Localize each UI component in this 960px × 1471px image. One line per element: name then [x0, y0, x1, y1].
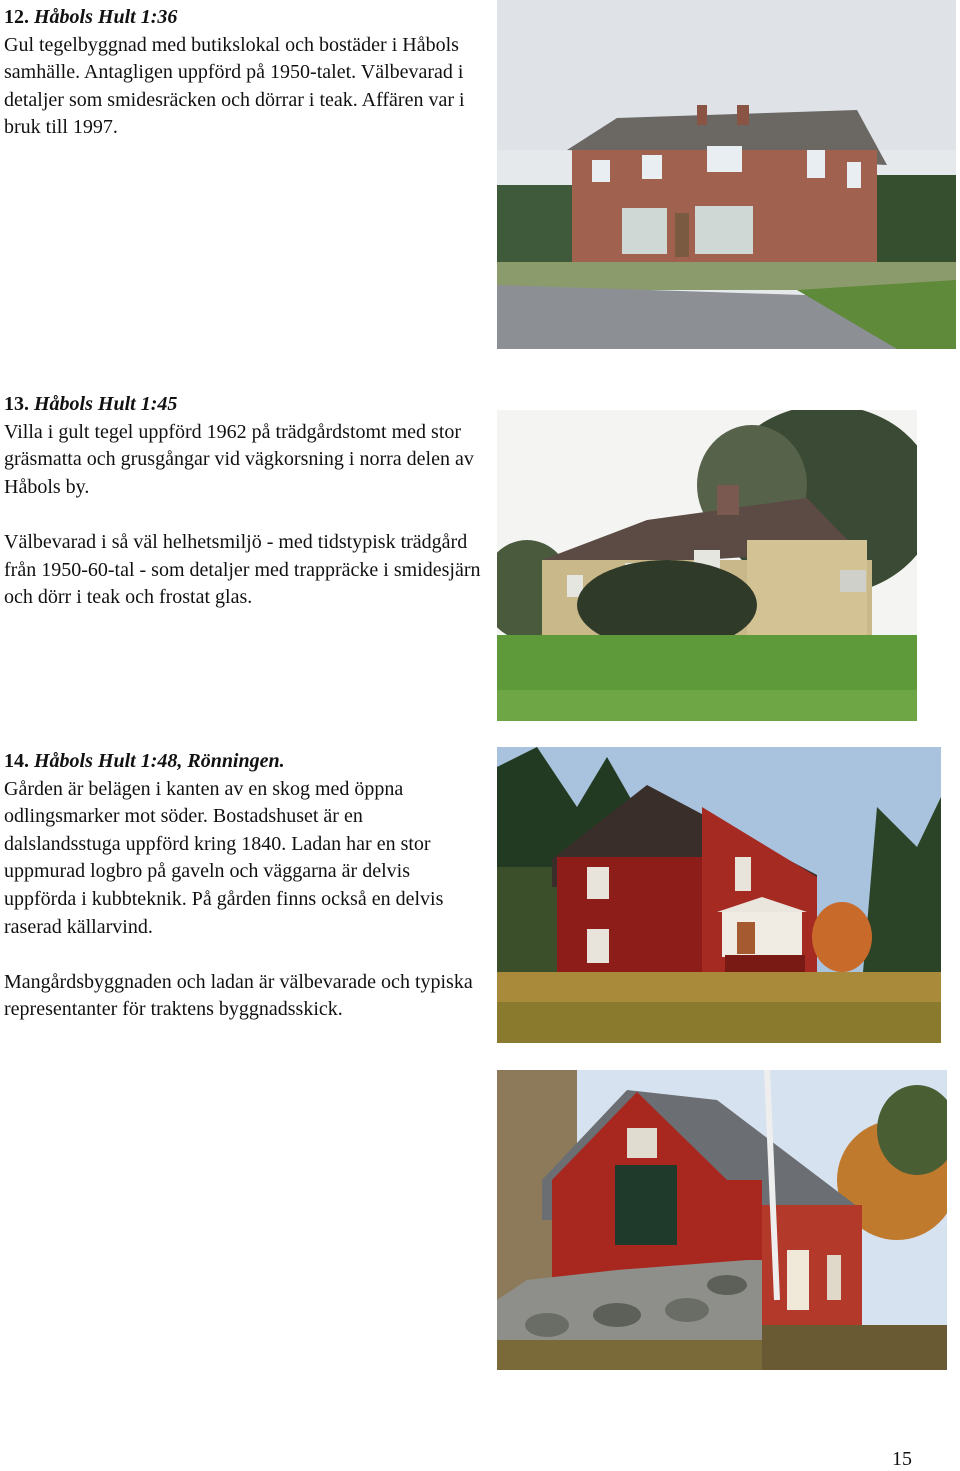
page-number: 15: [892, 1448, 912, 1470]
entry-heading: [4, 748, 484, 776]
entry-paragraph: Gården är belägen i kanten av en skog med öppna odlingsmarker mot söder. Bostadshuset är en dalslandsstuga uppförd kring 1840. Ladan har en stor uppmurad logbro på gaveln och väggarna är delvis uppförda i kubbteknik. På gården finns också en delvis raserad källarvind.: [4, 777, 444, 938]
entry-14: [4, 748, 484, 1024]
entry-number: 13.: [4, 393, 29, 415]
entry-number: 12.: [4, 6, 29, 28]
photo-yellow-brick-villa: [497, 410, 917, 721]
entry-paragraph: Villa i gult tegel uppförd 1962 på trädgårdstomt med stor gräsmatta och grusgångar vid vägkorsning i norra delen av Håbols by.: [4, 420, 474, 498]
entry-title: Håbols Hult 1:36: [34, 6, 178, 28]
entry-paragraph: Mangårdsbyggnaden och ladan är välbevarade och typiska representanter för traktens byggnadsskick.: [4, 970, 473, 1021]
entry-heading: [4, 4, 484, 32]
entry-12: [4, 4, 484, 142]
entry-title: Håbols Hult 1:45: [34, 393, 178, 415]
entry-13: [4, 391, 484, 612]
photo-red-barn-stone-wall: [497, 1070, 947, 1370]
entry-number: 14.: [4, 750, 29, 772]
photo-red-farmhouse: [497, 747, 941, 1043]
entry-heading: [4, 391, 484, 419]
photo-brick-shop-building: [497, 0, 956, 349]
entry-title: Håbols Hult 1:48, Rönningen.: [34, 750, 285, 772]
entry-paragraph: Gul tegelbyggnad med butikslokal och bostäder i Håbols samhälle. Antagligen uppförd på 1950-talet. Välbevarad i detaljer som smidesräcken och dörrar i teak. Affären var i bruk till 1997.: [4, 33, 465, 139]
entry-paragraph: Välbevarad i så väl helhetsmiljö - med tidstypisk trädgård från 1950-60-tal - som detaljer med trappräcke i smidesjärn och dörr i teak och frostat glas.: [4, 530, 481, 609]
